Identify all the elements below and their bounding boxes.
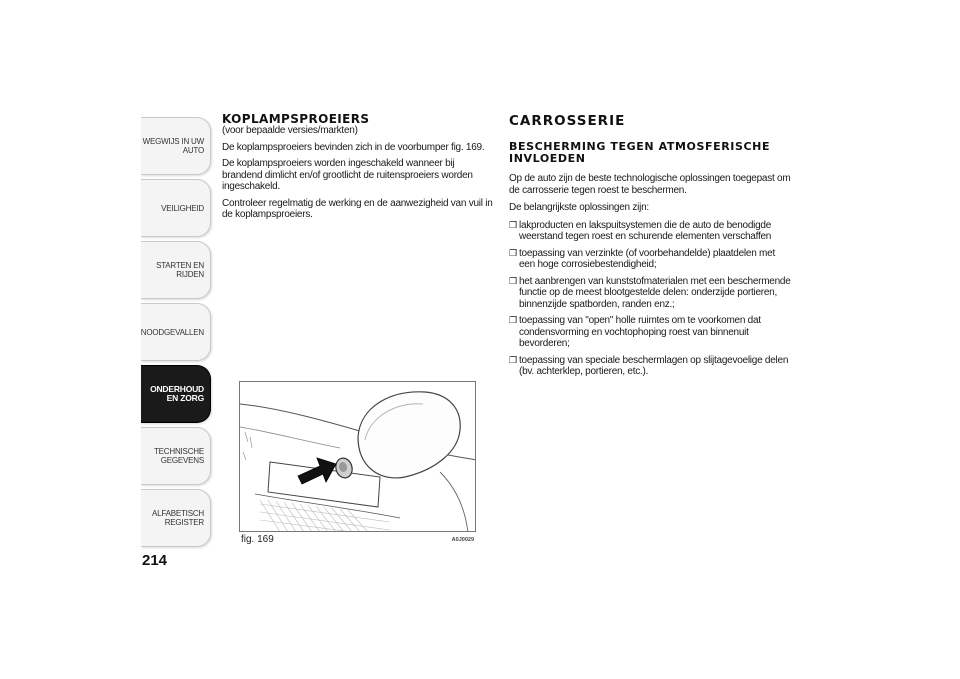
list-item-text: toepassing van "open" holle ruimtes om te voorkomen dat condensvorming en vochtophoping roest van binnenuit bevorderen; bbox=[519, 315, 761, 349]
tab-veiligheid[interactable] bbox=[141, 179, 211, 237]
tab-label: ALFABETISCH REGISTER bbox=[151, 509, 204, 527]
intro-paragraph: Op de auto zijn de beste technologische oplossingen toegepast om de carrosserie tegen roest te beschermen. bbox=[509, 173, 791, 196]
checkbox-bullet-icon: ❒ bbox=[509, 354, 517, 365]
tab-alfabetisch-register[interactable] bbox=[141, 489, 211, 547]
subsection-heading: BESCHERMING TEGEN ATMOSFERISCHE INVLOEDEN bbox=[509, 140, 771, 165]
checkbox-bullet-icon: ❒ bbox=[509, 247, 517, 258]
tab-label: ONDERHOUD EN ZORG bbox=[150, 384, 204, 403]
figure-caption bbox=[239, 534, 476, 548]
paragraph: De koplampsproeiers worden ingeschakeld wanneer bij brandend dimlicht en/of grootlicht de ruitensproeiers worden ingeschakeld. bbox=[222, 158, 473, 192]
page-number: 214 bbox=[142, 552, 168, 569]
list-item bbox=[509, 355, 791, 378]
checkbox-bullet-icon: ❒ bbox=[509, 275, 517, 286]
figure-headlamp-washer bbox=[239, 381, 476, 532]
section-heading: KOPLAMPSPROEIERS bbox=[222, 112, 370, 126]
paragraph: Controleer regelmatig de werking en de aanwezigheid van vuil in de koplampsproeiers. bbox=[222, 197, 493, 220]
tab-label: VEILIGHEID bbox=[161, 203, 204, 213]
list-item-text: toepassing van speciale beschermlagen op slijtagevoelige delen (bv. achterklep, portieren, etc.). bbox=[519, 354, 789, 377]
checkbox-bullet-icon: ❒ bbox=[509, 315, 517, 325]
tab-technische-gegevens[interactable] bbox=[141, 427, 211, 485]
list-item bbox=[509, 315, 791, 350]
tab-label: STARTEN EN RIJDEN bbox=[156, 261, 204, 279]
chapter-heading: CARROSSERIE bbox=[509, 113, 626, 129]
figure-code: A0J0029 bbox=[451, 537, 474, 543]
figure-label: fig. 169 bbox=[241, 534, 274, 545]
section-carrosserie bbox=[509, 113, 791, 383]
chapter-tabs bbox=[141, 117, 211, 551]
tab-label: NOODGEVALLEN bbox=[140, 327, 204, 337]
paragraph: De koplampsproeiers bevinden zich in de voorbumper fig. 169. bbox=[222, 141, 485, 153]
headlamp-washer-illustration bbox=[240, 382, 476, 532]
list-item bbox=[509, 220, 791, 243]
tab-noodgevallen[interactable] bbox=[141, 303, 211, 361]
list-item-text: lakproducten en lakspuitsystemen die de auto de benodigde weerstand tegen roest en schurende elementen verschaffen bbox=[519, 219, 772, 242]
list-item-text: het aanbrengen van kunststofmaterialen met een beschermende functie op de meest blootgestelde delen: onderzijde portieren, binnenzijde spatborden, randen enz.; bbox=[519, 275, 791, 310]
tab-wegwijs-in-uw-auto[interactable] bbox=[141, 117, 211, 175]
section-subtitle: (voor bepaalde versies/markten) bbox=[222, 125, 358, 136]
section-koplampsproeiers bbox=[222, 113, 494, 226]
checkbox-bullet-icon: ❒ bbox=[509, 219, 517, 230]
solutions-list bbox=[509, 220, 791, 378]
tab-label: TECHNISCHE GEGEVENS bbox=[153, 447, 204, 465]
tab-starten-en-rijden[interactable] bbox=[141, 241, 211, 299]
tab-label: WEGWIJS IN UW AUTO bbox=[142, 137, 204, 155]
list-item bbox=[509, 248, 791, 271]
list-item-text: toepassing van verzinkte (of voorbehandelde) plaatdelen met een hoge corrosiebestendigheid; bbox=[519, 247, 775, 270]
tab-onderhoud-en-zorg[interactable] bbox=[141, 365, 211, 423]
list-intro: De belangrijkste oplossingen zijn: bbox=[509, 202, 649, 213]
list-item bbox=[509, 276, 791, 311]
